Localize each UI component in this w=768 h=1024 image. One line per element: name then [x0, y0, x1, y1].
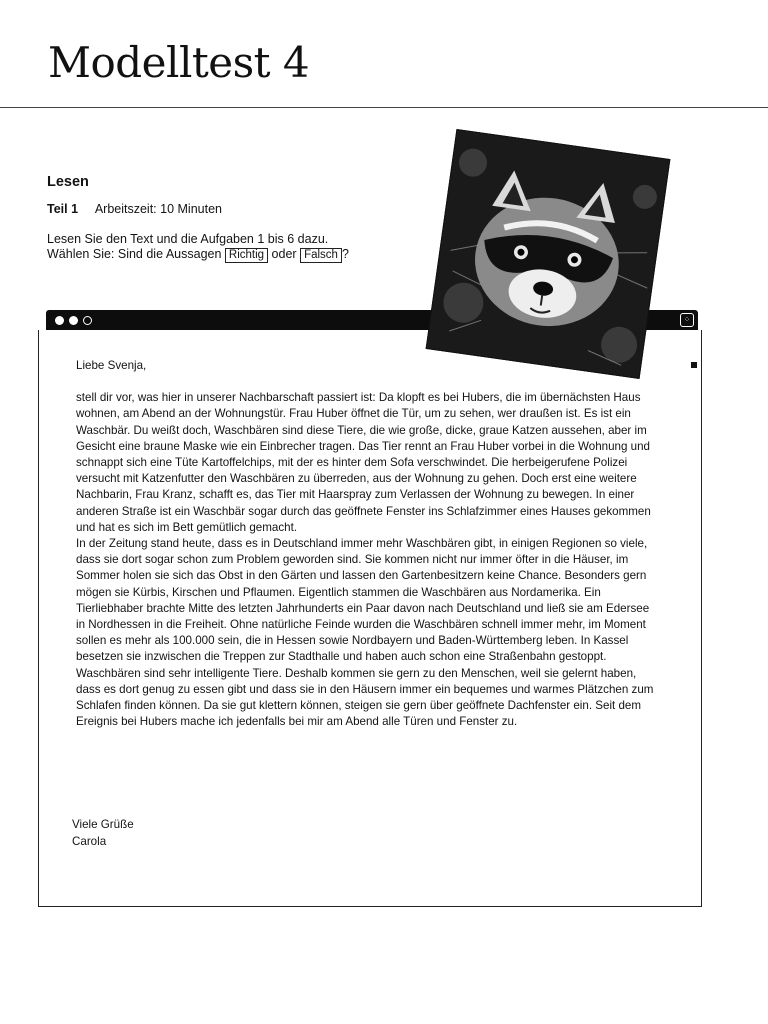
letter-salutation: Liebe Svenja, — [76, 359, 147, 372]
window-dot-hollow-icon — [83, 316, 92, 325]
window-dot-icon — [55, 316, 64, 325]
section-heading: Lesen — [47, 174, 89, 190]
task-time: Arbeitszeit: 10 Minuten — [94, 202, 222, 216]
task-info — [47, 202, 222, 216]
window-dot-icon — [69, 316, 78, 325]
instruction-end: ? — [341, 247, 349, 261]
option-falsch-box: Falsch — [300, 248, 342, 263]
closing-greeting: Viele Grüße — [72, 818, 134, 831]
instruction-line-1: Lesen Sie den Text und die Aufgaben 1 bis 6 dazu. — [47, 232, 329, 246]
letter-body — [76, 358, 660, 730]
instruction-or: oder — [271, 247, 297, 261]
window-menu-icon: ⁘ — [680, 313, 694, 327]
raccoon-illustration — [427, 130, 670, 378]
letter-closing — [72, 816, 134, 850]
letter-paragraph-1: stell dir vor, was hier in unserer Nachbarschaft passiert ist: Da klopft es bei Hubers, die im übernächsten Haus wohnen, am Abend an der Wohnungstür. Frau Huber öffnet die Tür, um zu sehen, wer draußen ist. Es ist ein Waschbär. Du weißt doch, Waschbären sind diese Tiere, die wie große, dicke, graue Katzen aussehen, aber im Gesicht eine braune Maske wie ein Einbrecher tragen. Das Tier rennt an Frau Huber vorbei in die Wohnung und schnappt sich eine Tüte Kartoffelchips, mit der es hinter dem Sofa verschwindet. Die herbeigerufene Polizei versucht mit Katzenfutter den Waschbären zu überreden, aus der Wohnung zu gehen. Doch erst eine weitere Nachbarin, Frau Kranz, schafft es, das Tier mit Haarspray zum Verlassen der Wohnung zu bewegen. In einer anderen Straße ist ein Waschbär sogar durch das geöffnete Fenster ins Schlafzimmer eines Hauses gekommen und hat es sich im Bett gemütlich gemacht. — [76, 391, 651, 534]
instructions — [47, 232, 349, 263]
scroll-marker-icon — [691, 362, 697, 368]
instruction-line-2 — [47, 247, 349, 263]
letter-paragraph-2: In der Zeitung stand heute, dass es in Deutschland immer mehr Waschbären gibt, in einigen Regionen so viele, dass sie dort sogar schon zum Problem geworden sind. Sie kommen nicht nur immer öfter in die Häuser, im Sommer holen sie sich das Obst in den Gärten und lassen den Gartenbesitzern keine Chance. Besonders gern mögen sie Kürbis, Kirschen und Pflaumen. Eigentlich stammen die Waschbären aus Nordamerika. Ein Tierliebhaber brachte Mitte des letzten Jahrhunderts ein Paar davon nach Deutschland und ließ sie am Edersee in Nordhessen in die Freiheit. Ohne natürliche Feinde wurden die Waschbären schnell immer mehr, im Moment sollen es mehr als 100.000 sein, die in Hessen sowie Nordbayern und Baden-Württemberg leben. In Kassel besetzen sie inzwischen die Treppen zur Stadthalle und haben auch schon eine Straßenbahn gestoppt. Waschbären sind sehr intelligente Tiere. Deshalb kommen sie gern zu den Menschen, weil sie gelernt haben, dass es dort genug zu essen gibt und dass sie in den Häusern immer ein bequemes und warmes Plätzchen zum Schlafen finden können. Da sie gut klettern können, steigen sie gern über geöffnete Dachfenster ein. Seit dem Ereignis bei Hubers mache ich jedenfalls bei mir am Abend alle Türen und Fenster zu. — [76, 537, 654, 729]
header-divider — [0, 107, 768, 108]
instruction-text: Wählen Sie: Sind die Aussagen — [47, 247, 222, 261]
raccoon-photo — [426, 129, 671, 379]
option-richtig-box: Richtig — [225, 248, 268, 263]
page-title: Modelltest 4 — [48, 38, 310, 87]
closing-signature: Carola — [72, 835, 107, 848]
task-number: Teil 1 — [47, 202, 79, 216]
